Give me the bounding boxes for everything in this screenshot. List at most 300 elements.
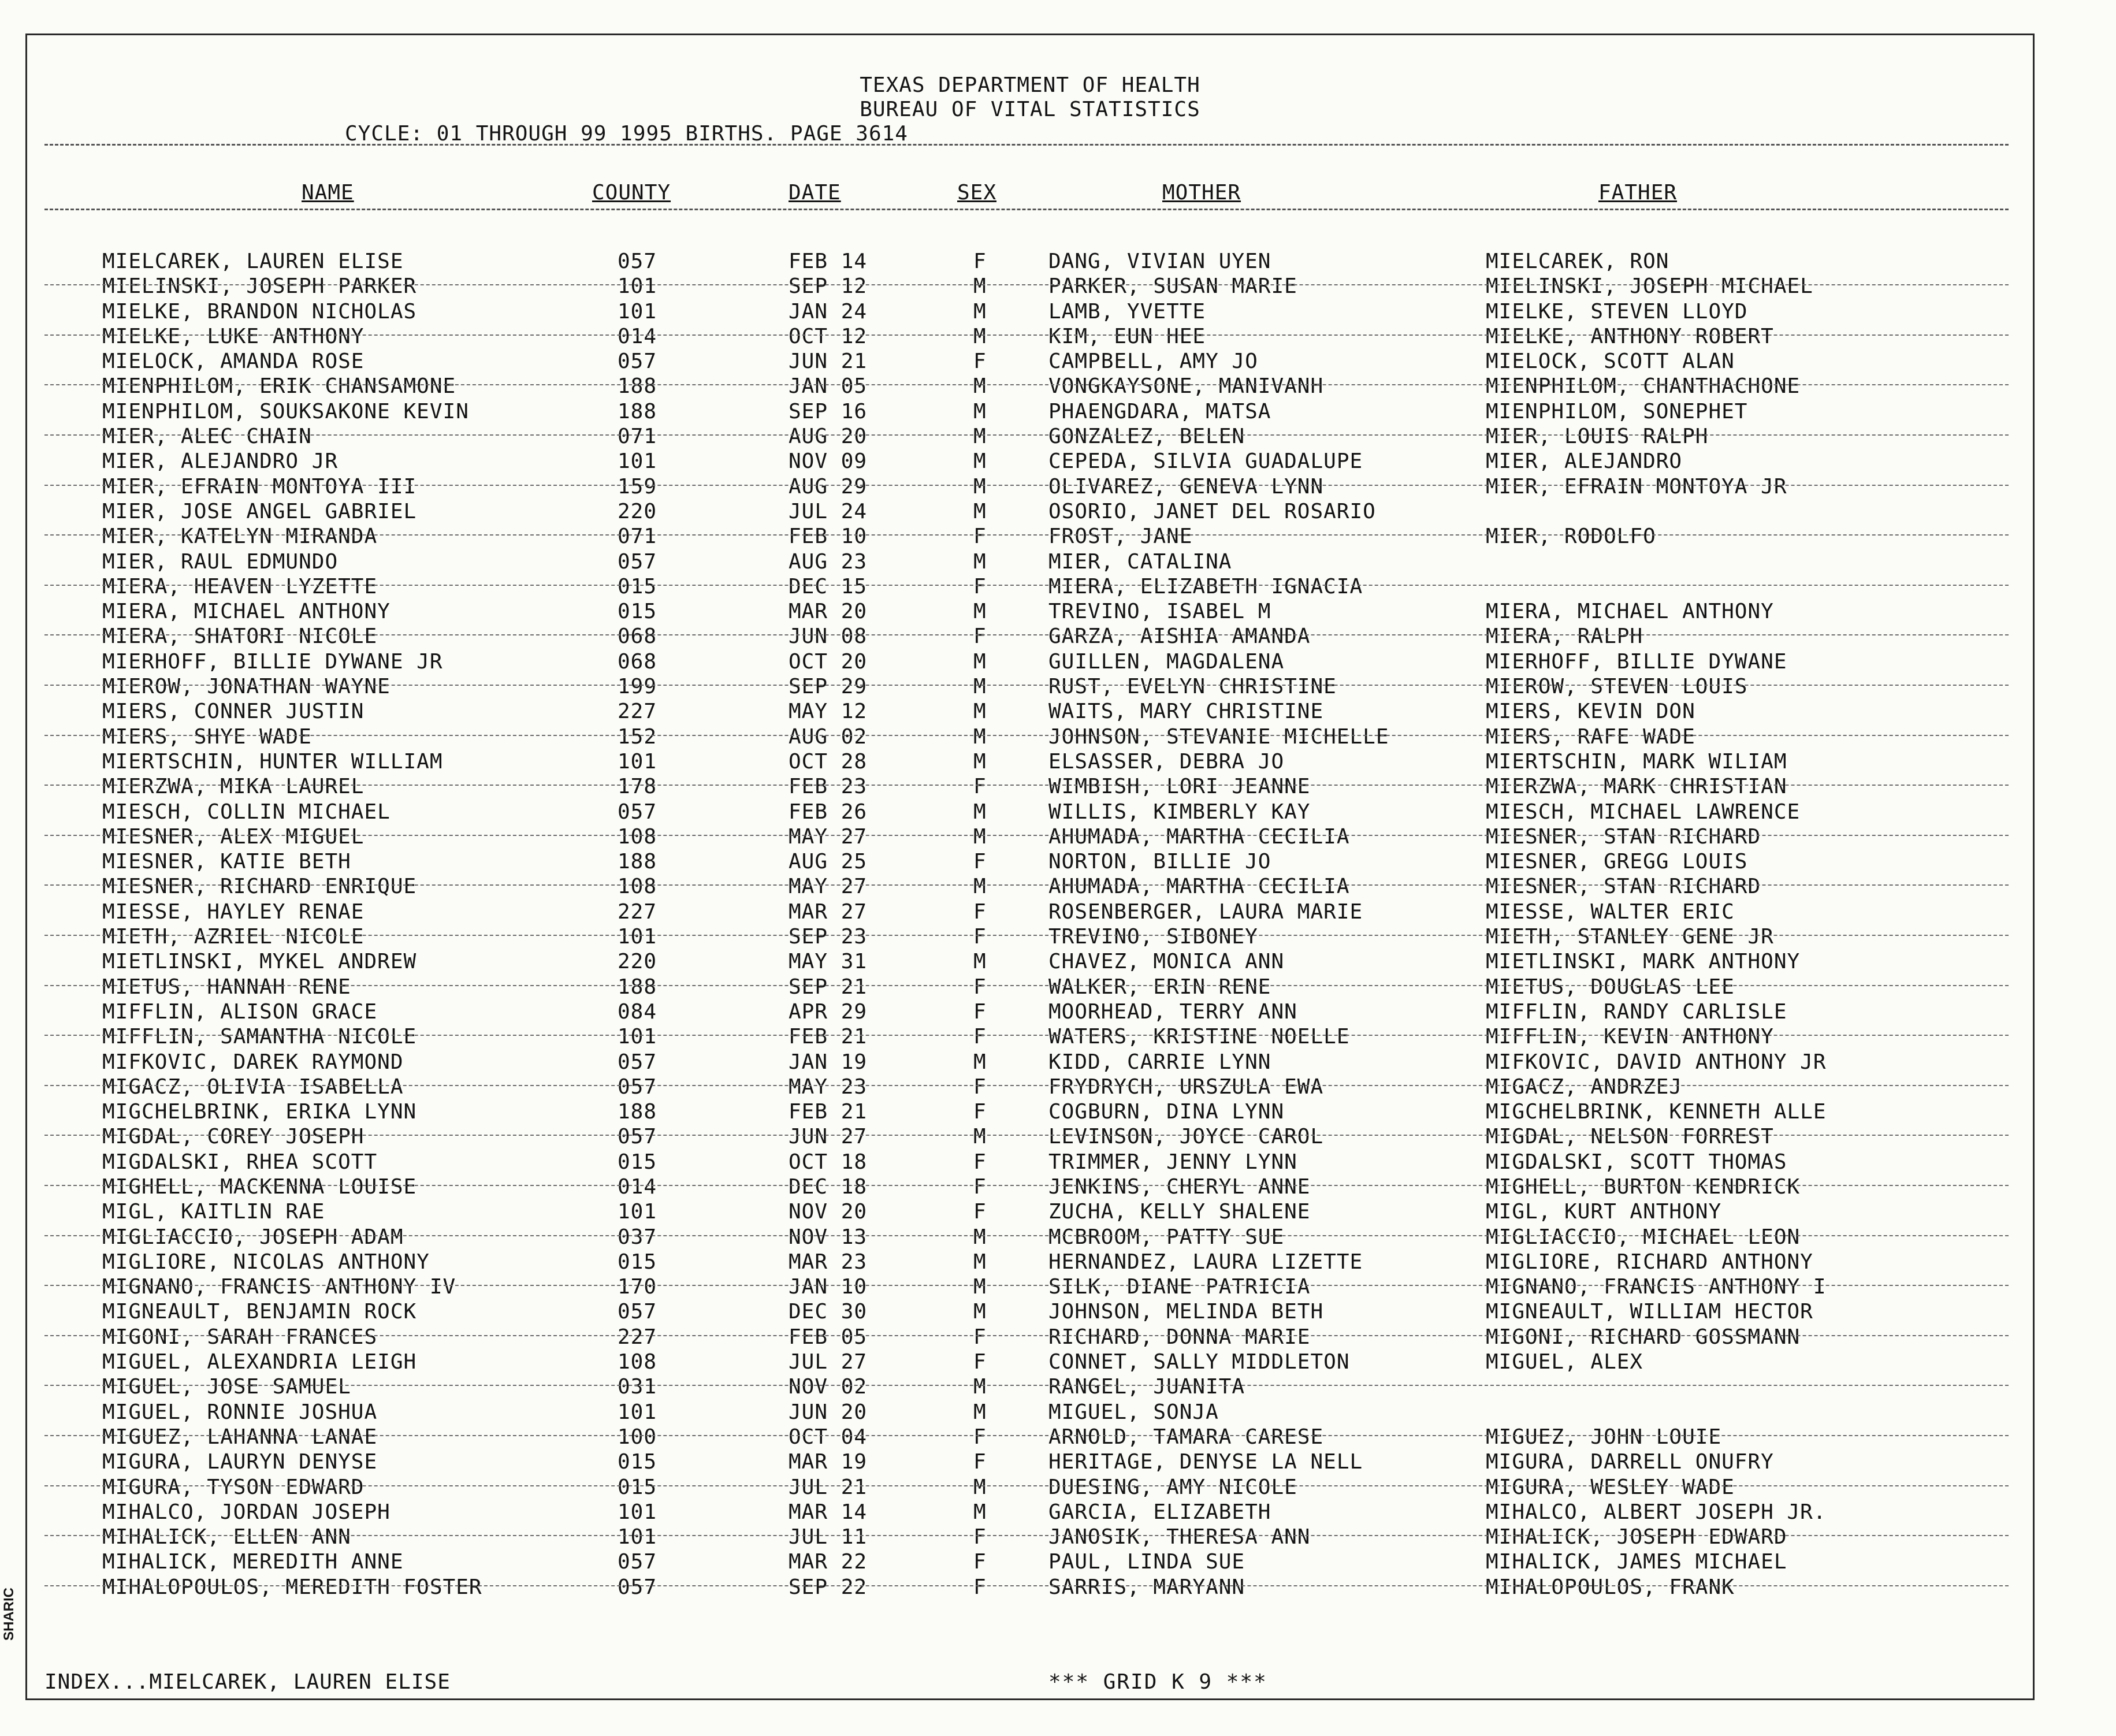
record-name: MIHALICK, MEREDITH ANNE — [102, 1550, 404, 1574]
record-mother: FROST, JANE — [1048, 525, 1193, 549]
record-county: 101 — [618, 749, 657, 774]
record-county: 014 — [618, 324, 657, 348]
record-father: MIESCH, MICHAEL LAWRENCE — [1486, 800, 1801, 824]
record-mother: RICHARD, DONNA MARIE — [1048, 1325, 1311, 1349]
record-mother: KIM, EUN HEE — [1048, 324, 1206, 348]
record-sex: F — [973, 1150, 987, 1174]
record-mother: ROSENBERGER, LAURA MARIE — [1048, 899, 1363, 924]
record-sex: F — [973, 1425, 987, 1449]
record-father: MIGURA, DARRELL ONUFRY — [1486, 1450, 1774, 1474]
record-name: MIER, ALEJANDRO JR — [102, 449, 339, 474]
record-county: 071 — [618, 425, 657, 449]
record-sex: F — [973, 899, 987, 924]
record-date: FEB 21 — [789, 1100, 868, 1124]
record-mother: GONZALEZ, BELEN — [1048, 425, 1245, 449]
record-sex: M — [973, 1050, 987, 1074]
record-date: SEP 16 — [789, 399, 868, 423]
record-row — [27, 1400, 2033, 1425]
record-name: MIELKE, BRANDON NICHOLAS — [102, 299, 417, 324]
record-father: MIERA, MICHAEL ANTHONY — [1486, 600, 1774, 624]
record-name: MIEROW, JONATHAN WAYNE — [102, 675, 391, 699]
record-father: MIEROW, STEVEN LOUIS — [1486, 675, 1748, 699]
record-name: MIESSE, HAYLEY RENAE — [102, 899, 365, 924]
record-mother: WALKER, ERIN RENE — [1048, 975, 1271, 999]
record-mother: TRIMMER, JENNY LYNN — [1048, 1150, 1297, 1174]
record-sex: M — [973, 824, 987, 849]
record-row — [27, 574, 2033, 599]
record-sex: F — [973, 350, 987, 374]
record-sex: M — [973, 549, 987, 574]
record-sex: M — [973, 499, 987, 523]
record-mother: RANGEL, JUANITA — [1048, 1375, 1245, 1399]
record-county: 227 — [618, 700, 657, 724]
record-name: MIERS, SHYE WADE — [102, 724, 312, 749]
record-county: 057 — [618, 1050, 657, 1074]
col-header-mother: MOTHER — [1162, 181, 1241, 205]
record-county: 152 — [618, 724, 657, 749]
record-date: MAR 22 — [789, 1550, 868, 1574]
record-county: 068 — [618, 649, 657, 674]
record-sex: F — [973, 1325, 987, 1349]
records-list — [27, 249, 2033, 1600]
record-county: 057 — [618, 350, 657, 374]
record-row — [27, 299, 2033, 324]
record-sex: F — [973, 1450, 987, 1474]
record-mother: JOHNSON, MELINDA BETH — [1048, 1300, 1324, 1324]
record-father: MIETLINSKI, MARK ANTHONY — [1486, 950, 1801, 974]
record-date: JUN 08 — [789, 624, 868, 649]
record-county: 057 — [618, 250, 657, 273]
record-name: MIGLIORE, NICOLAS ANTHONY — [102, 1250, 430, 1274]
record-sex: F — [973, 775, 987, 799]
record-row — [27, 424, 2033, 449]
record-sex: M — [973, 299, 987, 324]
record-mother: HERNANDEZ, LAURA LIZETTE — [1048, 1250, 1363, 1274]
record-mother: OSORIO, JANET DEL ROSARIO — [1048, 499, 1376, 523]
record-mother: CEPEDA, SILVIA GUADALUPE — [1048, 449, 1363, 474]
record-county: 068 — [618, 624, 657, 649]
record-name: MIERTSCHIN, HUNTER WILLIAM — [102, 749, 443, 774]
record-date: DEC 18 — [789, 1174, 868, 1199]
record-name: MIETUS, HANNAH RENE — [102, 975, 351, 999]
record-row — [27, 1374, 2033, 1399]
record-date: OCT 04 — [789, 1425, 868, 1449]
record-father: MIERTSCHIN, MARK WILIAM — [1486, 749, 1787, 774]
record-father: MIELCAREK, RON — [1486, 250, 1669, 273]
record-mother: ARNOLD, TAMARA CARESE — [1048, 1425, 1324, 1449]
record-sex: M — [973, 1400, 987, 1424]
side-mark: SHARIC — [1, 1587, 17, 1641]
record-mother: WATERS, KRISTINE NOELLE — [1048, 1025, 1350, 1049]
record-row — [27, 624, 2033, 649]
record-father: MIETH, STANLEY GENE JR — [1486, 925, 1774, 949]
record-mother: ZUCHA, KELLY SHALENE — [1048, 1200, 1311, 1224]
record-county: 057 — [618, 1550, 657, 1574]
record-row — [27, 849, 2033, 874]
record-county: 101 — [618, 1200, 657, 1224]
record-county: 188 — [618, 975, 657, 999]
record-row — [27, 349, 2033, 374]
record-name: MIER, EFRAIN MONTOYA III — [102, 474, 417, 499]
record-mother: CONNET, SALLY MIDDLETON — [1048, 1350, 1350, 1374]
record-row — [27, 1575, 2033, 1600]
record-mother: LEVINSON, JOYCE CAROL — [1048, 1125, 1324, 1149]
record-date: JUL 24 — [789, 499, 868, 523]
record-name: MIELCAREK, LAUREN ELISE — [102, 250, 404, 273]
record-sex: M — [973, 875, 987, 899]
record-father: MIELOCK, SCOTT ALAN — [1486, 350, 1735, 374]
record-row — [27, 1549, 2033, 1574]
record-date: FEB 26 — [789, 800, 868, 824]
record-mother: AHUMADA, MARTHA CECILIA — [1048, 875, 1350, 899]
record-mother: TREVINO, SIBONEY — [1048, 925, 1258, 949]
record-name: MIER, KATELYN MIRANDA — [102, 525, 378, 549]
record-row — [27, 1150, 2033, 1174]
record-father: MIERS, KEVIN DON — [1486, 700, 1695, 724]
record-row — [27, 1299, 2033, 1324]
record-name: MIELINSKI, JOSEPH PARKER — [102, 274, 417, 299]
record-father: MIER, ALEJANDRO — [1486, 449, 1683, 474]
record-date: SEP 12 — [789, 274, 868, 299]
record-mother: FRYDRYCH, URSZULA EWA — [1048, 1075, 1324, 1099]
record-father: MIGDALSKI, SCOTT THOMAS — [1486, 1150, 1787, 1174]
record-county: 220 — [618, 499, 657, 523]
record-county: 101 — [618, 449, 657, 474]
record-county: 015 — [618, 1250, 657, 1274]
record-row — [27, 824, 2033, 849]
record-name: MIHALOPOULOS, MEREDITH FOSTER — [102, 1575, 482, 1599]
record-row — [27, 1225, 2033, 1250]
record-county: 108 — [618, 824, 657, 849]
record-sex: F — [973, 574, 987, 599]
record-date: AUG 02 — [789, 724, 868, 749]
record-name: MIESNER, RICHARD ENRIQUE — [102, 875, 417, 899]
record-sex: F — [973, 975, 987, 999]
record-sex: F — [973, 525, 987, 549]
record-name: MIFFLIN, SAMANTHA NICOLE — [102, 1025, 417, 1049]
record-county: 057 — [618, 1125, 657, 1149]
record-row — [27, 1449, 2033, 1474]
document-frame — [25, 34, 2035, 1700]
record-row — [27, 1174, 2033, 1199]
record-sex: F — [973, 850, 987, 874]
record-name: MIENPHILOM, ERIK CHANSAMONE — [102, 374, 456, 399]
record-name: MIERZWA, MIKA LAUREL — [102, 775, 365, 799]
record-sex: F — [973, 1550, 987, 1574]
record-county: 227 — [618, 1325, 657, 1349]
record-county: 188 — [618, 374, 657, 399]
record-name: MIGNANO, FRANCIS ANTHONY IV — [102, 1275, 456, 1299]
record-date: JAN 10 — [789, 1275, 868, 1299]
record-mother: MCBROOM, PATTY SUE — [1048, 1225, 1285, 1249]
record-mother: COGBURN, DINA LYNN — [1048, 1100, 1285, 1124]
record-father: MIGL, KURT ANTHONY — [1486, 1200, 1722, 1224]
record-date: NOV 13 — [789, 1225, 868, 1249]
record-date: JAN 05 — [789, 374, 868, 399]
record-name: MIGDAL, COREY JOSEPH — [102, 1125, 365, 1149]
record-father: MIGLIORE, RICHARD ANTHONY — [1486, 1250, 1813, 1274]
record-name: MIESNER, KATIE BETH — [102, 850, 351, 874]
record-date: JUN 21 — [789, 350, 868, 374]
record-sex: M — [973, 425, 987, 449]
record-mother: MIER, CATALINA — [1048, 549, 1232, 574]
record-date: APR 29 — [789, 999, 868, 1024]
record-county: 037 — [618, 1225, 657, 1249]
record-mother: AHUMADA, MARTHA CECILIA — [1048, 824, 1350, 849]
record-sex: F — [973, 1025, 987, 1049]
record-mother: CAMPBELL, AMY JO — [1048, 350, 1258, 374]
record-county: 057 — [618, 549, 657, 574]
record-name: MIFKOVIC, DAREK RAYMOND — [102, 1050, 404, 1074]
record-county: 015 — [618, 1150, 657, 1174]
record-father: MIENPHILOM, CHANTHACHONE — [1486, 374, 1801, 399]
record-father: MIESSE, WALTER ERIC — [1486, 899, 1735, 924]
record-name: MIGUEZ, LAHANNA LANAE — [102, 1425, 378, 1449]
record-row — [27, 649, 2033, 674]
record-name: MIGUEL, JOSE SAMUEL — [102, 1375, 351, 1399]
record-father: MIENPHILOM, SONEPHET — [1486, 399, 1748, 423]
record-name: MIELKE, LUKE ANTHONY — [102, 324, 365, 348]
header-divider — [44, 144, 2009, 146]
record-county: 101 — [618, 1025, 657, 1049]
record-sex: F — [973, 1525, 987, 1549]
record-name: MIGL, KAITLIN RAE — [102, 1200, 325, 1224]
record-row — [27, 975, 2033, 999]
record-date: OCT 28 — [789, 749, 868, 774]
record-mother: NORTON, BILLIE JO — [1048, 850, 1271, 874]
record-date: MAY 31 — [789, 950, 868, 974]
record-name: MIGONI, SARAH FRANCES — [102, 1325, 378, 1349]
record-row — [27, 449, 2033, 474]
record-mother: GARZA, AISHIA AMANDA — [1048, 624, 1311, 649]
record-sex: F — [973, 250, 987, 273]
record-father: MIELINSKI, JOSEPH MICHAEL — [1486, 274, 1813, 299]
record-county: 101 — [618, 299, 657, 324]
record-row — [27, 1099, 2033, 1124]
record-sex: M — [973, 1300, 987, 1324]
record-sex: M — [973, 324, 987, 348]
record-mother: SARRIS, MARYANN — [1048, 1575, 1245, 1599]
record-father: MIHALCO, ALBERT JOSEPH JR. — [1486, 1500, 1827, 1524]
record-row — [27, 274, 2033, 299]
record-date: MAR 20 — [789, 600, 868, 624]
record-mother: HERITAGE, DENYSE LA NELL — [1048, 1450, 1363, 1474]
record-row — [27, 1325, 2033, 1350]
record-date: SEP 29 — [789, 675, 868, 699]
record-father: MIHALICK, JOSEPH EDWARD — [1486, 1525, 1787, 1549]
record-father: MIGDAL, NELSON FORREST — [1486, 1125, 1774, 1149]
record-row — [27, 949, 2033, 974]
record-mother: ELSASSER, DEBRA JO — [1048, 749, 1285, 774]
record-mother: JOHNSON, STEVANIE MICHELLE — [1048, 724, 1389, 749]
record-date: JAN 24 — [789, 299, 868, 324]
record-sex: M — [973, 399, 987, 423]
record-sex: F — [973, 1174, 987, 1199]
record-county: 057 — [618, 800, 657, 824]
record-county: 101 — [618, 1400, 657, 1424]
record-date: FEB 21 — [789, 1025, 868, 1049]
record-sex: M — [973, 1375, 987, 1399]
record-county: 031 — [618, 1375, 657, 1399]
record-name: MIERHOFF, BILLIE DYWANE JR — [102, 649, 443, 674]
record-mother: MIGUEL, SONJA — [1048, 1400, 1219, 1424]
record-row — [27, 674, 2033, 699]
record-name: MIFFLIN, ALISON GRACE — [102, 999, 378, 1024]
bureau-title: BUREAU OF VITAL STATISTICS — [860, 98, 1200, 121]
record-date: MAR 14 — [789, 1500, 868, 1524]
record-father: MIFFLIN, KEVIN ANTHONY — [1486, 1025, 1774, 1049]
record-sex: F — [973, 1075, 987, 1099]
record-row — [27, 524, 2033, 549]
record-date: NOV 09 — [789, 449, 868, 474]
record-name: MIGURA, LAURYN DENYSE — [102, 1450, 378, 1474]
record-row — [27, 249, 2033, 274]
record-county: 188 — [618, 850, 657, 874]
record-date: AUG 20 — [789, 425, 868, 449]
record-mother: JENKINS, CHERYL ANNE — [1048, 1174, 1311, 1199]
record-father: MIER, LOUIS RALPH — [1486, 425, 1709, 449]
record-mother: DANG, VIVIAN UYEN — [1048, 250, 1271, 273]
record-name: MIERA, SHATORI NICOLE — [102, 624, 378, 649]
record-name: MIHALCO, JORDAN JOSEPH — [102, 1500, 391, 1524]
record-father: MIGURA, WESLEY WADE — [1486, 1475, 1735, 1499]
record-mother: PHAENGDARA, MATSA — [1048, 399, 1271, 423]
record-county: 014 — [618, 1174, 657, 1199]
record-date: OCT 20 — [789, 649, 868, 674]
record-name: MIERA, MICHAEL ANTHONY — [102, 600, 391, 624]
record-date: JUL 21 — [789, 1475, 868, 1499]
record-county: 108 — [618, 875, 657, 899]
record-date: MAY 12 — [789, 700, 868, 724]
record-name: MIGCHELBRINK, ERIKA LYNN — [102, 1100, 417, 1124]
record-county: 188 — [618, 399, 657, 423]
record-row — [27, 1075, 2033, 1099]
record-name: MIERS, CONNER JUSTIN — [102, 700, 365, 724]
record-father: MIGNANO, FRANCIS ANTHONY I — [1486, 1275, 1827, 1299]
record-date: FEB 14 — [789, 250, 868, 273]
record-sex: M — [973, 274, 987, 299]
record-father: MIGUEZ, JOHN LOUIE — [1486, 1425, 1722, 1449]
record-county: 108 — [618, 1350, 657, 1374]
record-sex: M — [973, 1500, 987, 1524]
record-sex: F — [973, 999, 987, 1024]
record-name: MIETLINSKI, MYKEL ANDREW — [102, 950, 417, 974]
record-row — [27, 1525, 2033, 1549]
record-row — [27, 1500, 2033, 1525]
record-mother: OLIVAREZ, GENEVA LYNN — [1048, 474, 1324, 499]
record-date: FEB 23 — [789, 775, 868, 799]
record-father: MIELKE, ANTHONY ROBERT — [1486, 324, 1774, 348]
record-father: MIELKE, STEVEN LLOYD — [1486, 299, 1748, 324]
record-sex: M — [973, 1225, 987, 1249]
record-father: MIERZWA, MARK CHRISTIAN — [1486, 775, 1787, 799]
record-date: JAN 19 — [789, 1050, 868, 1074]
record-name: MIGDALSKI, RHEA SCOTT — [102, 1150, 378, 1174]
record-sex: M — [973, 1275, 987, 1299]
record-mother: GUILLEN, MAGDALENA — [1048, 649, 1285, 674]
record-row — [27, 800, 2033, 824]
record-mother: DUESING, AMY NICOLE — [1048, 1475, 1297, 1499]
record-date: DEC 15 — [789, 574, 868, 599]
record-name: MIGLIACCIO, JOSEPH ADAM — [102, 1225, 404, 1249]
record-mother: PAUL, LINDA SUE — [1048, 1550, 1245, 1574]
record-row — [27, 1024, 2033, 1049]
col-header-date: DATE — [789, 181, 841, 205]
col-header-county: COUNTY — [592, 181, 671, 205]
record-row — [27, 749, 2033, 774]
record-county: 227 — [618, 899, 657, 924]
record-father: MIER, EFRAIN MONTOYA JR — [1486, 474, 1787, 499]
record-mother: VONGKAYSONE, MANIVANH — [1048, 374, 1324, 399]
record-mother: SILK, DIANE PATRICIA — [1048, 1275, 1311, 1299]
record-father: MIETUS, DOUGLAS LEE — [1486, 975, 1735, 999]
record-county: 188 — [618, 1100, 657, 1124]
record-name: MIGUEL, ALEXANDRIA LEIGH — [102, 1350, 417, 1374]
record-name: MIGNEAULT, BENJAMIN ROCK — [102, 1300, 417, 1324]
record-county: 057 — [618, 1075, 657, 1099]
record-county: 159 — [618, 474, 657, 499]
record-father: MIERA, RALPH — [1486, 624, 1643, 649]
record-county: 015 — [618, 1475, 657, 1499]
record-father: MIGNEAULT, WILLIAM HECTOR — [1486, 1300, 1813, 1324]
record-father: MIFFLIN, RANDY CARLISLE — [1486, 999, 1787, 1024]
record-sex: F — [973, 925, 987, 949]
record-father: MIGHELL, BURTON KENDRICK — [1486, 1174, 1801, 1199]
record-sex: M — [973, 1250, 987, 1274]
record-mother: MOORHEAD, TERRY ANN — [1048, 999, 1297, 1024]
record-date: JUN 20 — [789, 1400, 868, 1424]
record-row — [27, 1124, 2033, 1149]
record-sex: M — [973, 649, 987, 674]
record-name: MIGUEL, RONNIE JOSHUA — [102, 1400, 378, 1424]
record-father: MIERS, RAFE WADE — [1486, 724, 1695, 749]
record-mother: WAITS, MARY CHRISTINE — [1048, 700, 1324, 724]
col-header-sex: SEX — [957, 181, 997, 205]
record-father: MIERHOFF, BILLIE DYWANE — [1486, 649, 1787, 674]
record-row — [27, 874, 2033, 899]
record-row — [27, 724, 2033, 749]
record-father: MIHALICK, JAMES MICHAEL — [1486, 1550, 1787, 1574]
record-county: 170 — [618, 1275, 657, 1299]
agency-title: TEXAS DEPARTMENT OF HEALTH — [860, 73, 1200, 97]
record-row — [27, 924, 2033, 949]
record-county: 057 — [618, 1575, 657, 1599]
record-county: 071 — [618, 525, 657, 549]
record-date: NOV 02 — [789, 1375, 868, 1399]
record-father: MIGACZ, ANDRZEJ — [1486, 1075, 1683, 1099]
record-sex: F — [973, 1100, 987, 1124]
record-county: 015 — [618, 574, 657, 599]
record-county: 101 — [618, 1500, 657, 1524]
record-row — [27, 1199, 2033, 1224]
record-row — [27, 474, 2033, 499]
record-sex: M — [973, 675, 987, 699]
record-name: MIELOCK, AMANDA ROSE — [102, 350, 365, 374]
record-sex: M — [973, 600, 987, 624]
record-sex: F — [973, 1575, 987, 1599]
record-mother: CHAVEZ, MONICA ANN — [1048, 950, 1285, 974]
record-row — [27, 999, 2033, 1024]
record-county: 100 — [618, 1425, 657, 1449]
record-date: AUG 25 — [789, 850, 868, 874]
grid-label: *** GRID K 9 *** — [1048, 1670, 1267, 1694]
record-mother: PARKER, SUSAN MARIE — [1048, 274, 1297, 299]
record-date: SEP 22 — [789, 1575, 868, 1599]
record-date: AUG 23 — [789, 549, 868, 574]
record-date: OCT 12 — [789, 324, 868, 348]
record-mother: WILLIS, KIMBERLY KAY — [1048, 800, 1311, 824]
record-name: MIESCH, COLLIN MICHAEL — [102, 800, 391, 824]
